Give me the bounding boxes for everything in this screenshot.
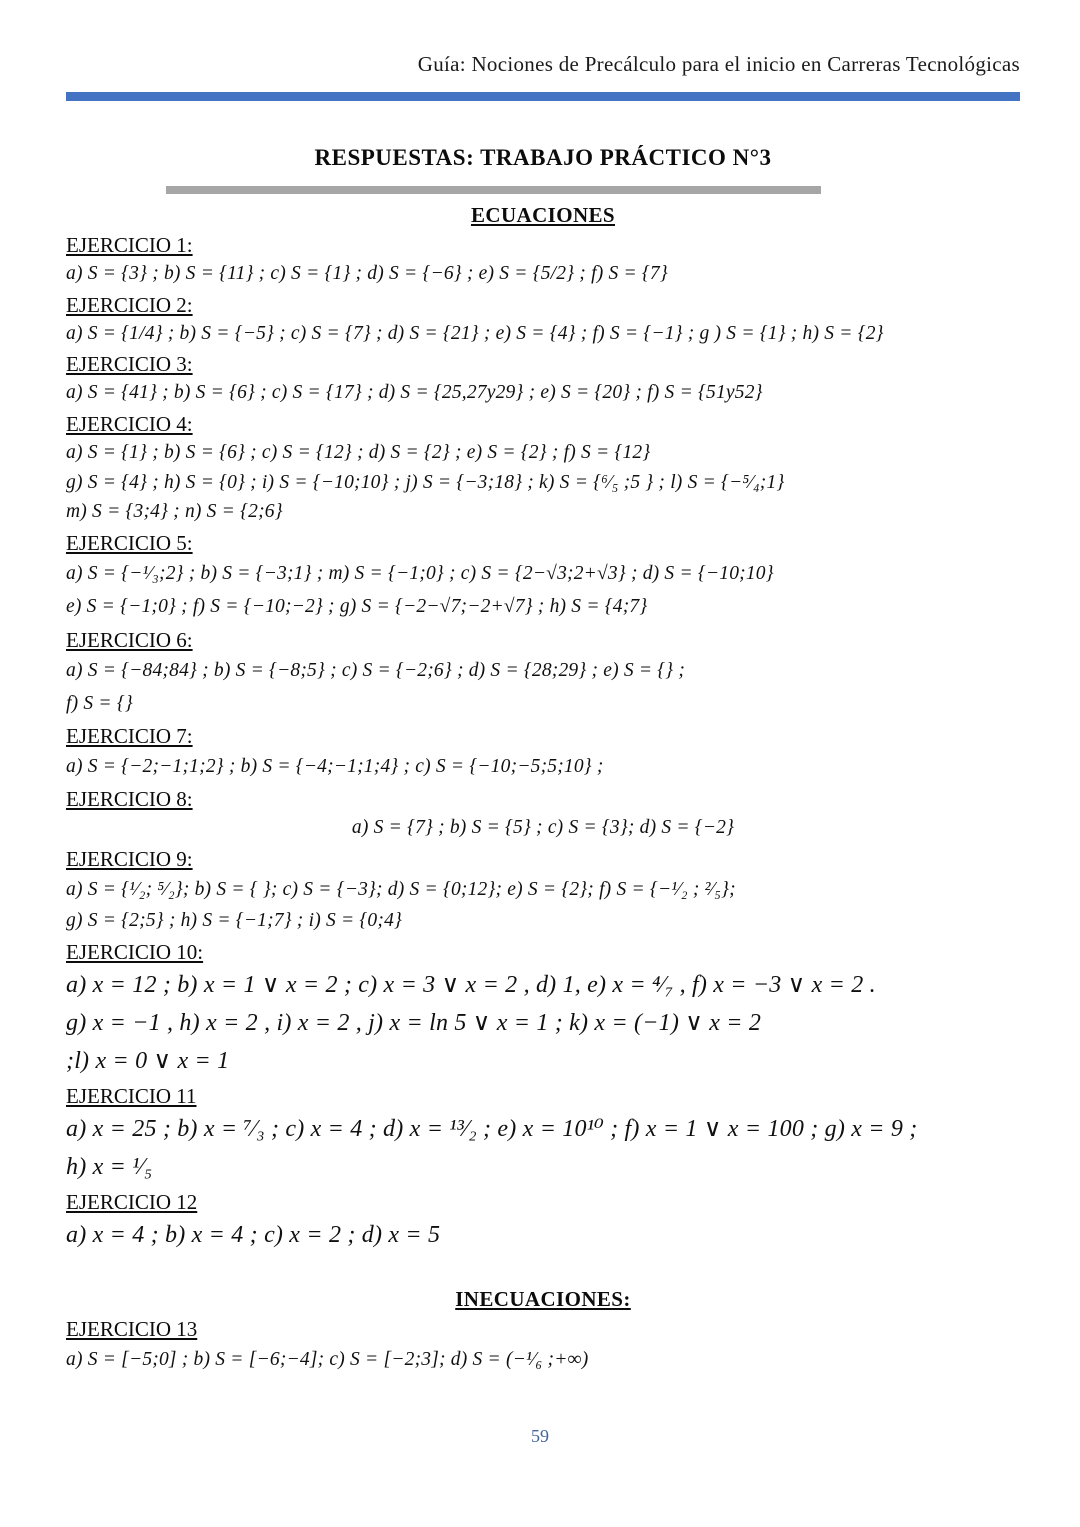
exercise-5-answers-line-1: a) S = {−¹⁄₃;2} ; b) S = {−3;1} ; m) S = {−1;0} ; c) S = {2−√3;2+√3} ; d) S = {−10;10}: [66, 563, 774, 585]
exercise-2-heading: EJERCICIO 2:: [66, 292, 193, 317]
exercise-9-heading: EJERCICIO 9:: [66, 846, 193, 871]
exercise-6: [66, 628, 1020, 719]
exercise-10-answers-line-2: g) x = −1 , h) x = 2 , i) x = 2 , j) x = ln 5 ∨ x = 1 ; k) x = (−1) ∨ x = 2: [66, 1009, 762, 1036]
title-divider-bar: [166, 186, 821, 194]
exercise-12-heading: EJERCICIO 12: [66, 1189, 198, 1214]
exercise-8: [66, 787, 1020, 842]
exercise-3-heading: EJERCICIO 3:: [66, 352, 193, 377]
exercise-11-answers-line-2: h) x = ¹⁄₅: [66, 1153, 153, 1180]
exercise-1: [66, 233, 1020, 288]
exercise-12-answers: a) x = 4 ; b) x = 4 ; c) x = 2 ; d) x = 5: [66, 1221, 441, 1248]
exercise-6-answers-line-2: f) S = {}: [66, 692, 133, 714]
exercise-4-answers-line-1: a) S = {1} ; b) S = {6} ; c) S = {12} ; d) S = {2} ; e) S = {2} ; f) S = {12}: [66, 442, 651, 464]
page-title: RESPUESTAS: TRABAJO PRÁCTICO N°3: [314, 145, 772, 170]
exercise-11-heading: EJERCICIO 11: [66, 1083, 197, 1108]
exercise-5: [66, 531, 1020, 622]
page-number: 59: [531, 1426, 549, 1446]
section-heading-inecuaciones: INECUACIONES:: [455, 1286, 631, 1311]
exercise-4-answers-line-3: m) S = {3;4} ; n) S = {2;6}: [66, 501, 283, 523]
exercise-13-answers: a) S = [−5;0] ; b) S = [−6;−4]; c) S = [−2;3]; d) S = (−¹⁄₆ ;+∞): [66, 1348, 589, 1370]
exercise-1-answers: a) S = {3} ; b) S = {11} ; c) S = {1} ; d) S = {−6} ; e) S = {5/2} ; f) S = {7}: [66, 263, 668, 284]
header-accent-bar: [66, 92, 1020, 101]
exercise-2-answers: a) S = {1/4} ; b) S = {−5} ; c) S = {7} ; d) S = {21} ; e) S = {4} ; f) S = {−1} ; g ) S = {1} ; h) S = {2}: [66, 322, 884, 344]
exercise-10-answers-line-3: ;l) x = 0 ∨ x = 1: [66, 1047, 230, 1074]
exercise-11: [66, 1084, 1020, 1185]
exercise-4: [66, 412, 1020, 526]
exercise-7-heading: EJERCICIO 7:: [66, 723, 193, 748]
exercise-3: [66, 352, 1020, 407]
exercise-12: [66, 1190, 1020, 1253]
section-heading-ecuaciones: ECUACIONES: [470, 203, 616, 227]
exercise-13: [66, 1317, 1020, 1375]
exercise-6-answers-line-1: a) S = {−84;84} ; b) S = {−8;5} ; c) S = {−2;6} ; d) S = {28;29} ; e) S = {} ;: [66, 659, 686, 681]
exercise-8-heading: EJERCICIO 8:: [66, 787, 193, 812]
exercise-9: [66, 847, 1020, 935]
exercise-5-answers-line-2: e) S = {−1;0} ; f) S = {−10;−2} ; g) S = {−2−√7;−2+√7} ; h) S = {4;7}: [66, 596, 648, 618]
exercise-7-answers: a) S = {−2;−1;1;2} ; b) S = {−4;−1;1;4} ; c) S = {−10;−5;5;10} ;: [66, 755, 604, 777]
exercise-6-heading: EJERCICIO 6:: [66, 627, 193, 652]
exercise-4-heading: EJERCICIO 4:: [66, 412, 193, 437]
exercise-4-answers-line-2: g) S = {4} ; h) S = {0} ; i) S = {−10;10} ; j) S = {−3;18} ; k) S = {⁶⁄₅ ;5 } ; l) S = {−⁵⁄₄;1}: [66, 471, 785, 493]
document-header: Guía: Nociones de Precálculo para el inicio en Carreras Tecnológicas: [417, 52, 1020, 76]
exercise-7: [66, 724, 1020, 782]
exercise-2: [66, 293, 1020, 348]
exercise-10-heading: EJERCICIO 10:: [66, 939, 204, 964]
exercise-8-answers: a) S = {7} ; b) S = {5} ; c) S = {3}; d) S = {−2}: [351, 817, 735, 839]
exercise-1-heading: EJERCICIO 1:: [66, 233, 193, 257]
exercise-11-answers-line-1: a) x = 25 ; b) x = ⁷⁄₃ ; c) x = 4 ; d) x = ¹³⁄₂ ; e) x = 10¹⁰ ; f) x = 1 ∨ x = 100 ; g) x = 9 ;: [66, 1115, 918, 1142]
exercise-5-heading: EJERCICIO 5:: [66, 531, 193, 556]
exercise-10: [66, 940, 1020, 1079]
exercise-3-answers: a) S = {41} ; b) S = {6} ; c) S = {17} ; d) S = {25,27y29} ; e) S = {20} ; f) S = {51y52}: [66, 382, 763, 404]
exercise-9-answers-line-1: a) S = {¹⁄₂; ⁵⁄₂}; b) S = { }; c) S = {−3}; d) S = {0;12}; e) S = {2}; f) S = {−¹⁄₂ ; ²⁄₅};: [66, 878, 736, 900]
exercise-13-heading: EJERCICIO 13: [66, 1316, 198, 1341]
exercise-9-answers-line-2: g) S = {2;5} ; h) S = {−1;7} ; i) S = {0;4}: [66, 909, 403, 931]
exercise-10-answers-line-1: a) x = 12 ; b) x = 1 ∨ x = 2 ; c) x = 3 ∨ x = 2 , d) 1, e) x = ⁴⁄₇ , f) x = −3 ∨ x = 2 .: [66, 971, 876, 998]
